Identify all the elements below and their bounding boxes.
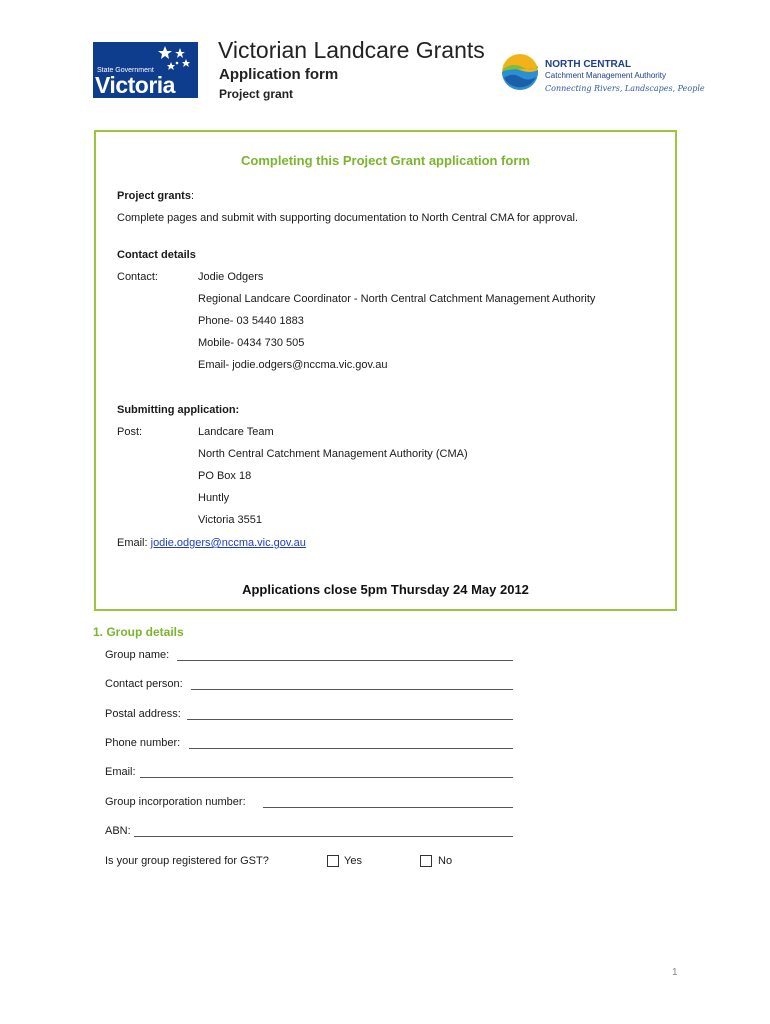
email-label: Email:: [117, 537, 148, 549]
post-line-1: Landcare Team: [198, 426, 274, 438]
nc-cma-name: NORTH CENTRAL: [545, 59, 632, 70]
contact-phone: Phone- 03 5440 1883: [198, 315, 304, 327]
gst-yes-checkbox[interactable]: [327, 855, 339, 867]
contact-label: Contact:: [117, 271, 158, 283]
page-number: 1: [672, 967, 678, 978]
project-grants-label: Project grants:: [117, 190, 195, 202]
instructions-title: Completing this Project Grant application form: [241, 153, 530, 168]
email-field-label: Email:: [105, 766, 136, 778]
group-name-label: Group name:: [105, 649, 170, 661]
phone-number-label: Phone number:: [105, 737, 181, 749]
gst-yes-label: Yes: [344, 855, 362, 867]
contact-mobile: Mobile- 0434 730 505: [198, 337, 305, 349]
post-line-5: Victoria 3551: [198, 514, 263, 526]
closing-date: Applications close 5pm Thursday 24 May 2012: [242, 582, 529, 597]
contact-person-label: Contact person:: [105, 678, 183, 690]
phone-number-field[interactable]: [189, 748, 513, 749]
incorporation-number-field[interactable]: [263, 807, 513, 808]
group-name-field[interactable]: [177, 660, 513, 661]
contact-role: Regional Landcare Coordinator - North Central Catchment Management Authority: [198, 293, 596, 305]
form-type: Project grant: [219, 87, 294, 101]
instructions-box: [94, 130, 677, 611]
victoria-government-logo: [93, 42, 198, 98]
contact-email: Email- jodie.odgers@nccma.vic.gov.au: [198, 359, 388, 371]
submitting-heading: Submitting application:: [117, 404, 240, 416]
vic-logo-wordmark: Victoria: [95, 72, 175, 98]
north-central-cma-logo-icon: [500, 52, 540, 92]
southern-cross-icon: [155, 44, 195, 74]
group-details-heading: 1. Group details: [93, 625, 184, 639]
email-field[interactable]: [140, 777, 513, 778]
contact-name: Jodie Odgers: [198, 271, 264, 283]
gst-no-checkbox[interactable]: [420, 855, 432, 867]
email-row: [117, 537, 306, 549]
contact-heading: Contact details: [117, 249, 196, 261]
page-subtitle: Application form: [219, 66, 339, 83]
contact-person-field[interactable]: [191, 689, 513, 690]
vic-logo-small-text: State Government: [97, 67, 154, 74]
nc-cma-tagline: Connecting Rivers, Landscapes, People: [545, 84, 705, 93]
gst-question: Is your group registered for GST?: [105, 855, 269, 867]
postal-address-label: Postal address:: [105, 708, 181, 720]
page-title: Victorian Landcare Grants: [218, 37, 485, 63]
abn-label: ABN:: [105, 825, 131, 837]
post-line-3: PO Box 18: [198, 470, 252, 482]
incorporation-number-label: Group incorporation number:: [105, 796, 246, 808]
post-label: Post:: [117, 426, 143, 438]
post-line-4: Huntly: [198, 492, 230, 504]
post-line-2: North Central Catchment Management Authority (CMA): [198, 448, 468, 460]
abn-field[interactable]: [134, 836, 513, 837]
nc-cma-subtitle: Catchment Management Authority: [545, 71, 666, 80]
postal-address-field[interactable]: [187, 719, 513, 720]
gst-no-label: No: [438, 855, 453, 867]
email-link[interactable]: jodie.odgers@nccma.vic.gov.au: [150, 537, 306, 549]
project-grants-text: Complete pages and submit with supporting documentation to North Central CMA for approval.: [117, 212, 579, 224]
